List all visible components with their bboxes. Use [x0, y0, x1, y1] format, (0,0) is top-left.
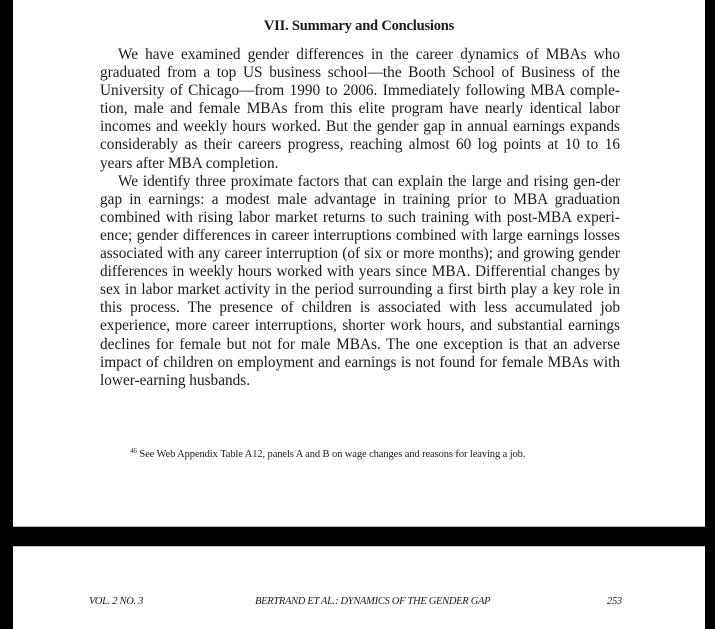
section-title: VII. Summary and Conclusions — [263, 18, 455, 34]
footnote-text: See Web Appendix Table A12, panels A and B on wage changes and reasons for leaving a job. — [139, 449, 526, 460]
document-page-bottom — [13, 546, 705, 629]
footnote-number: 46 — [130, 447, 137, 455]
body-text — [100, 46, 620, 390]
footnote — [130, 447, 525, 460]
paragraph-1: We have examined gender differences in the career dynamics of MBAs who graduated from a top US business school—the Booth School of Business of the University of Chicago—from 1990 to 2006. Immediately following MBA comple-tion, male and female MBAs from this elite program have nearly identical labor incomes and weekly hours worked. But the gender gap in annual earnings expands considerably as their careers progress, reaching almost 60 log points at 10 to 16 years after MBA completion. — [100, 46, 620, 172]
document-page-top — [13, 0, 705, 527]
page-number: 253 — [607, 596, 622, 607]
running-head-title: BERTRAND ET AL.: DYNAMICS OF THE GENDER GAP — [255, 596, 491, 607]
running-head-volume: VOL. 2 NO. 3 — [89, 596, 144, 607]
paragraph-2: We identify three proximate factors that can explain the large and rising gen-der gap in earnings: a modest male advantage in training prior to MBA graduation combined with rising labor market returns to such training with post-MBA experi-ence; gender differences in career interruptions combined with large earnings losses associated with any career interruption (of six or more months); and growing gender differences in weekly hours worked with years since MBA. Differential changes by sex in labor market activity in the period surrounding a first birth play a key role in this process. The presence of children is associated with less accumulated job experience, more career interruptions, shorter work hours, and substantial earnings declines for female but not for male MBAs. The one exception is that an adverse impact of children on employment and earnings is not found for female MBAs with lower-earning husbands. — [100, 172, 620, 389]
